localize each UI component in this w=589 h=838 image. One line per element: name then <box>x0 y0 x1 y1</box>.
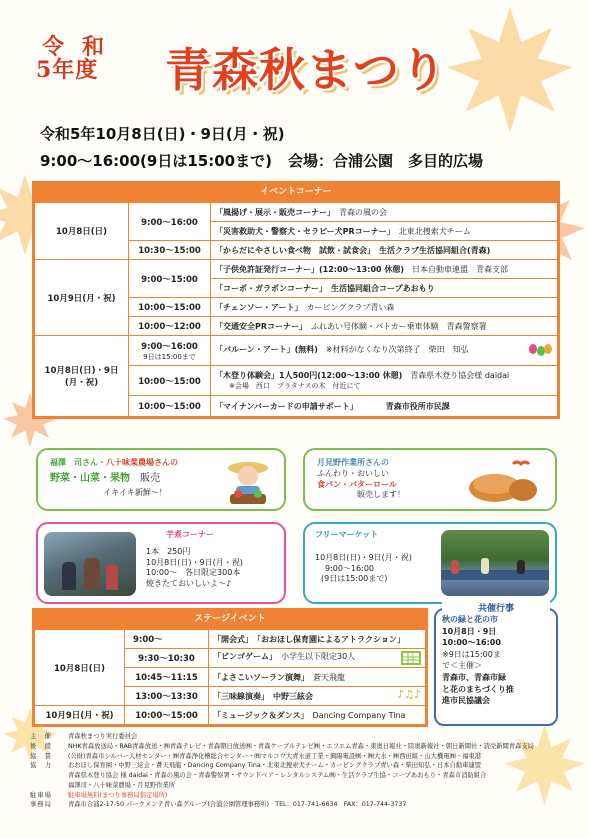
co-event-box <box>434 604 558 726</box>
event-day-cell: 10月9日(月・祝) <box>35 260 129 336</box>
imoni-price: 1本 250円 <box>146 546 191 556</box>
table-row <box>35 336 558 366</box>
imoni-photo <box>44 532 136 596</box>
page-title: 青森秋まつり <box>165 43 447 97</box>
stage-time-cell: 9:00～ <box>125 630 209 649</box>
bread-line-1: 月見野作業所さんの <box>317 458 389 467</box>
event-corner-heading: イベントコーナー <box>34 183 558 202</box>
farmer-illustration-icon <box>224 456 272 506</box>
credit-row: 駐車場 駐車場無料(まつり事務局指定場所) <box>30 791 168 799</box>
event-desc-cell: 「コーポ・ガラポンコーナー」 生活協同組合コープあおもり <box>211 279 558 298</box>
era-line-2: 5年度 <box>36 57 99 84</box>
imoni-corner-box <box>36 522 286 604</box>
credit-row: 青森県木登り協会 様 daidai・青森の風の会・青森警察署・サウンドベア・レンタルシステム㈱・生活クラブ生協・コープあおもり・青森市消防組合 <box>68 772 487 779</box>
bread-sale-box <box>303 448 557 511</box>
co-event-title: 共催行事 <box>442 601 550 614</box>
credit-row: 後 援 NHK青森放送局・RAB青森放送・㈱青森テレビ・青森朝日放送㈱・青森ケーブルテレビ㈱・エフエム青森・東奥日報社・陸奥新報社・朝日新聞社・読売新聞青森支局 <box>30 742 534 750</box>
flea-dates: 10月8日(日)・9日(月・祝) <box>315 552 412 562</box>
bread-icon <box>465 458 539 506</box>
credits-section <box>30 732 570 810</box>
stage-day-cell: 10月8日(日) <box>35 630 125 706</box>
co-event-line-6: 青森市、青森市緑 <box>442 672 506 682</box>
event-venue: 会場：合浦公園 多目的広場 <box>287 152 483 170</box>
credit-row: 事務局 青森市合浦2-17-50 パークメンテ青い森グループ(合浦公園管理事務所) TEL：017-741-6634 FAX：017-744-3737 <box>30 801 407 809</box>
co-event-line-3: 10:00～16:00 <box>442 638 501 648</box>
event-desc-cell: 「バルーン・アート」(無料) ※材料がなくなり次第終了 柴田 知弘 <box>211 336 558 366</box>
veg-line-1: 福澤 司さん・八十味菜農場さんの <box>50 458 178 467</box>
imoni-time: 10:00～ 各日限定300本 <box>146 568 241 578</box>
bingo-card-icon <box>401 651 421 665</box>
stage-event-table <box>32 608 428 727</box>
era-line-1: 令和 <box>42 34 123 60</box>
event-time-cell: 10:00～15:00 <box>129 298 211 317</box>
bread-line-4: 販売します！ <box>357 490 405 500</box>
event-time-venue <box>40 150 483 171</box>
stage-time-cell: 10:45～11:15 <box>125 668 209 687</box>
event-time-cell: 9:00～16:00 9日は15:00まで <box>129 336 211 366</box>
maple-leaf-icon <box>430 0 589 140</box>
co-event-line-5: で＜主催＞ <box>442 661 482 671</box>
event-time-cell: 9:00～15:00 <box>129 260 211 298</box>
balloon-icon <box>529 344 553 358</box>
stage-desc-cell: 「よさこいソーラン演舞」 蒼天飛龍 <box>209 668 426 687</box>
stage-desc-cell: 「ミュージック＆ダンス」 Dancing Company Tina <box>209 706 426 725</box>
event-time: 9:00～16:00(9日は15:00まで) <box>40 152 272 170</box>
table-row <box>35 630 426 649</box>
stage-event-heading: ステージイベント <box>34 610 426 629</box>
co-event-line-2: 10月8日・9日 <box>442 626 497 636</box>
stage-time-cell: 9:30～10:30 <box>125 649 209 668</box>
veg-line-3: イキイキ新鮮～！ <box>103 488 167 498</box>
event-time-cell: 10:00～15:00 <box>129 396 211 417</box>
veg-line-2: 野菜・山菜・果物 販売 <box>50 472 160 484</box>
flea-note: (9日は15:00まで) <box>321 574 388 584</box>
credit-row: 協 力 おおほし保育園・中野三絃会・蒼天飛龍・Dancing Company Tina・北東北捜索犬チーム・カービングクラブ青い森・柴田知弘・日本自動車連盟 <box>30 762 482 770</box>
imoni-title: 芋煮コーナー <box>166 530 214 539</box>
imoni-tagline: 焼きたておいしいよ～♪ <box>146 579 232 589</box>
table-row <box>35 203 558 222</box>
event-desc-cell: 「からだにやさしい食べ物 試飲・試食会」 生活クラブ生活協同組合(青森) <box>211 241 558 260</box>
event-date: 令和5年10月8日(日)・9日(月・祝) <box>40 125 285 143</box>
event-desc-cell: 「マイナンバーカードの申請サポート」 青森市役所市民課 <box>211 396 558 417</box>
flea-market-box <box>303 522 557 604</box>
co-event-line-8: 進市民協議会 <box>442 696 490 706</box>
event-day-cell: 10月8日(日) <box>35 203 129 260</box>
event-desc-cell: 「子供免許証発行コーナー」(12:00～13:00 休憩) 日本自動車連盟 青森支部 <box>211 260 558 279</box>
flea-title: フリーマーケット <box>315 530 379 539</box>
table-row <box>35 260 558 279</box>
event-time-cell: 10:30～15:00 <box>129 241 211 260</box>
co-event-line-7: と花のまちづくり推 <box>442 684 514 694</box>
credit-row: 主 催 青森秋まつり実行委員会 <box>30 733 138 740</box>
event-desc-cell: 「風揚げ・展示・販売コーナー」 青森の風の会 <box>211 203 558 222</box>
stage-day-cell: 10月9日(月・祝) <box>35 706 125 725</box>
event-desc-cell: 「木登り体験会」1人500円(12:00～13:00 休憩) 青森県木登り協会様 daidai ※会場 西口 プラタナスの木 付近にて <box>211 366 558 396</box>
event-corner-table <box>32 181 560 419</box>
music-note-icon: ♪♫♪ <box>397 687 421 701</box>
table-row <box>35 706 426 725</box>
credit-row: 福澤司・八十味菜農場・月見野作業所 <box>68 781 176 789</box>
flea-market-photo <box>441 530 549 596</box>
event-time-cell: 9:00～16:00 <box>129 203 211 241</box>
event-desc-cell: 「災害救助犬・警察犬・セラピー犬PRコーナー」 北東北捜索犬チーム <box>211 222 558 241</box>
credit-row: 協 賛 (公財)青森市シルバー人材センター・㈱青森浄化槽総合センター・㈱マルコウ大青水道工業・興陽電設㈱・㈱大水・㈱西田組・山大機電㈱・福東港 <box>30 752 482 760</box>
stage-desc-cell: 「三味線演奏」 中野三絃会 ♪♫♪ <box>209 687 426 706</box>
era-label <box>36 36 156 82</box>
vegetable-sale-box <box>36 448 286 511</box>
event-desc-cell: 「チェンソー・アート」 カービングクラブ青い森 <box>211 298 558 317</box>
event-time-cell: 10:00～12:00 <box>129 317 211 336</box>
bread-line-3: 食パン・バターロール <box>317 479 397 489</box>
bread-line-2: ふんわり・おいしい <box>317 468 389 478</box>
imoni-dates: 10月8日(日)・9日(月・祝) <box>146 557 243 567</box>
event-time-cell: 10:00～15:00 <box>129 366 211 396</box>
stage-desc-cell: 「ビンゴゲーム」 小学生以下限定30人 <box>209 649 426 668</box>
flea-time: 9:00～16:00 <box>325 563 375 573</box>
co-event-line-1: 秋の緑と花の市 <box>442 615 498 624</box>
stage-time-cell: 13:00～13:30 <box>125 687 209 706</box>
event-day-cell: 10月8日(日)・9日(月・祝) <box>35 336 129 417</box>
stage-time-cell: 10:00～15:00 <box>125 706 209 725</box>
stage-desc-cell: 「開会式」 「おおほし保育園によるアトラクション」 <box>209 630 426 649</box>
co-event-line-4: ※9日は15:00ま <box>442 649 501 659</box>
event-desc-cell: 「交通安全PRコーナー」 ふれあい号体験・パトカー乗車体験 青森警察署 <box>211 317 558 336</box>
